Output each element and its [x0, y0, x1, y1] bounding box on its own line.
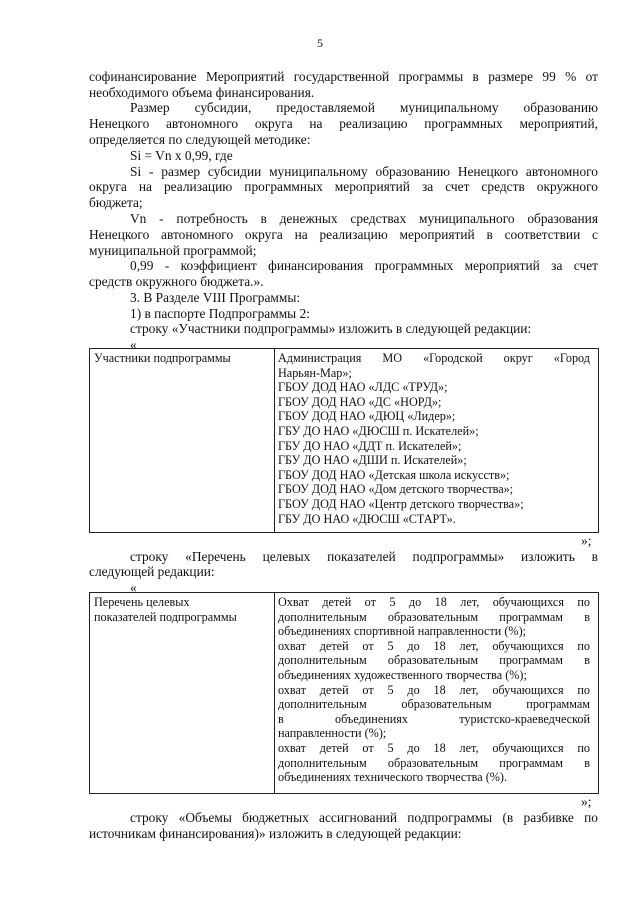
text-line: Ненецкого автономного округа на реализацию мероприятий в соответствии с [89, 227, 598, 242]
open-quote: « [130, 580, 137, 595]
indicators-label-line1: Перечень целевых [94, 595, 190, 609]
text-line: Размер субсидии, предоставляемой муниципальному образованию [130, 100, 598, 115]
list-item: дополнительным образовательным программам в [278, 609, 590, 624]
text-line: средств окружного бюджета.». [89, 274, 264, 289]
list-item: направленности (%); [278, 726, 387, 741]
close-quote: »; [581, 794, 592, 809]
text-line: бюджета; [89, 195, 143, 210]
indicators-list [278, 595, 590, 785]
list-item: охват детей от 5 до 18 лет, обучающихся по [278, 682, 590, 697]
table-divider [274, 349, 275, 532]
list-item: дополнительным образовательным программам [278, 697, 590, 712]
indicators-label-line2: показателей подпрограммы [94, 610, 237, 624]
close-quote: »; [581, 533, 592, 548]
list-item: охват детей от 5 до 18 лет, обучающихся по [278, 740, 590, 755]
list-item: ГБУ ДО НАО «ДДТ п. Искателей»; [278, 438, 462, 453]
text-line: следующей редакции: [89, 564, 215, 579]
list-item: объединениях художественного творчества (%); [278, 667, 527, 682]
list-item: ГБУ ДО НАО «ДЮСШ «СТАРТ». [278, 511, 456, 526]
text-line: строку «Перечень целевых показателей подпрограммы» изложить в [130, 549, 598, 564]
text-line: муниципальной программой; [89, 243, 257, 258]
list-item: дополнительным образовательным программам в [278, 653, 590, 668]
list-item: ГБОУ ДОД НАО «ДЮЦ «Лидер»; [278, 409, 456, 424]
text-line: необходимого объема финансирования. [89, 85, 315, 100]
text-line: Ненецкого автономного округа на реализацию программных мероприятий, [89, 116, 598, 131]
list-item: ГБУ ДО НАО «ДЮСШ п. Искателей»; [278, 423, 479, 438]
list-item: охват детей от 5 до 18 лет, обучающихся по [278, 638, 590, 653]
text-line: строку «Участники подпрограммы» изложить в следующей редакции: [130, 321, 532, 336]
text-line: источникам финансирования)» изложить в следующей редакции: [89, 826, 462, 841]
list-item: Нарьян-Мар»; [278, 365, 352, 380]
section-heading: 3. В Разделе VIII Программы: [130, 290, 301, 305]
list-item: ГБОУ ДОД НАО «Детская школа искусств»; [278, 467, 510, 482]
text-line: 1) в паспорте Подпрограммы 2: [130, 306, 310, 321]
page-number: 5 [317, 36, 323, 50]
participants-list [278, 351, 590, 526]
text-line: Si - размер субсидии муниципальному образованию Ненецкого автономного [130, 164, 598, 179]
list-item: объединениях спортивной направленности (%); [278, 624, 527, 639]
text-line: Vn - потребность в денежных средствах муниципального образования [130, 211, 598, 226]
text-line: 0,99 - коэффициент финансирования программных мероприятий за счет [130, 258, 598, 273]
list-item: ГБУ ДО НАО «ДШИ п. Искателей»; [278, 453, 467, 468]
list-item: объединениях технического творчества (%). [278, 770, 508, 785]
list-item: в объединениях туристско-краеведческой [278, 711, 590, 726]
formula: Si = Vn x 0,99, где [130, 148, 233, 163]
open-quote: « [130, 337, 137, 352]
list-item: Администрация МО «Городской округ «Город [278, 351, 590, 365]
participants-label: Участники подпрограммы [94, 351, 231, 365]
list-item: Охват детей от 5 до 18 лет, обучающихся по [278, 595, 590, 609]
text-line: определяется по следующей методике: [89, 132, 311, 147]
list-item: дополнительным образовательным программам в [278, 755, 590, 770]
text-line: софинансирование Мероприятий государственной программы в размере 99 % от [89, 69, 598, 84]
table-divider [274, 593, 275, 793]
list-item: ГБОУ ДОД НАО «Центр детского творчества»; [278, 496, 524, 511]
list-item: ГБОУ ДОД НАО «ЛДС «ТРУД»; [278, 380, 448, 395]
list-item: ГБОУ ДОД НАО «Дом детского творчества»; [278, 482, 514, 497]
text-line: строку «Объемы бюджетных ассигнований подпрограммы (в разбивке по [130, 810, 598, 825]
list-item: ГБОУ ДОД НАО «ДС «НОРД»; [278, 394, 442, 409]
text-line: округа на реализацию программных мероприятий за счет средств окружного [89, 179, 598, 194]
